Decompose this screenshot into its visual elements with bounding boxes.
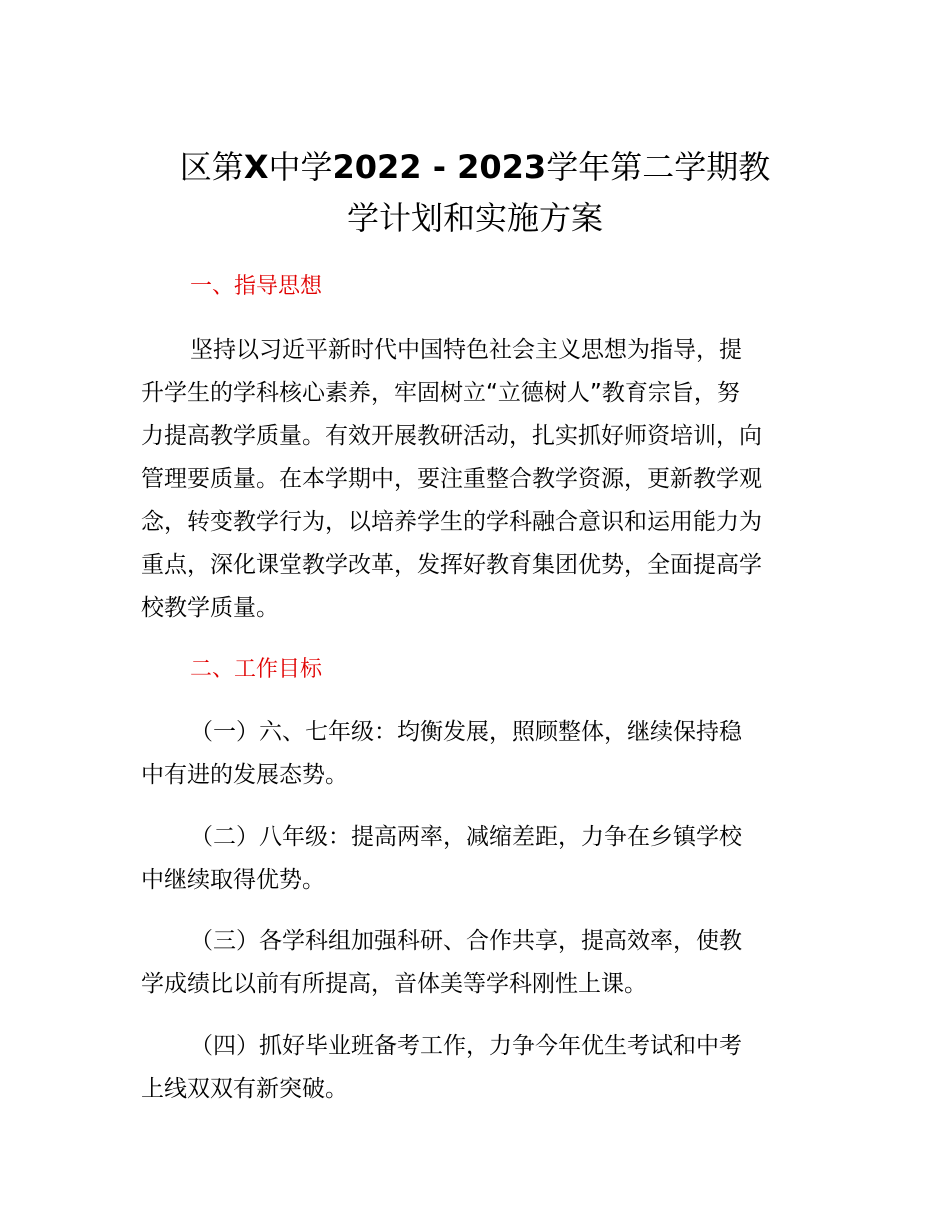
title-part: 学年第二学期教 xyxy=(546,148,771,186)
paragraph-line: 校教学质量。 xyxy=(141,595,279,621)
paragraph-line: 管理要质量。在本学期中，要注重整合教学资源，更新教学观 xyxy=(141,466,762,492)
section-heading: 一、指导思想 xyxy=(190,274,323,299)
list-item-line: 中继续取得优势。 xyxy=(141,867,325,893)
list-item-line: （一）六、七年级：均衡发展，照顾整体，继续保持稳 xyxy=(190,719,742,745)
title-part: 区第 xyxy=(179,148,244,186)
paragraph-line: 念，转变教学行为，以培养学生的学科融合意识和运用能力为 xyxy=(141,509,762,535)
list-item-line: （二）八年级：提高两率，减缩差距，力争在乡镇学校 xyxy=(190,824,742,850)
title-part: 中学 xyxy=(268,148,333,186)
paragraph-line: 升学生的学科核心素养，牢固树立“立德树人”教育宗旨，努 xyxy=(141,380,740,406)
list-item-line: （三）各学科组加强科研、合作共享，提高效率，使教 xyxy=(190,928,742,954)
title-year: 2022 - 2023 xyxy=(332,148,547,186)
page-title-line-2: 学计划和实施方案 xyxy=(346,199,603,237)
list-item-line: 学成绩比以前有所提高，音体美等学科刚性上课。 xyxy=(141,971,647,997)
list-item-line: （四）抓好毕业班备考工作，力争今年优生考试和中考 xyxy=(190,1033,742,1059)
page-title-line-1 xyxy=(0,147,950,187)
list-item-line: 中有进的发展态势。 xyxy=(141,762,348,788)
paragraph-line: 坚持以习近平新时代中国特色社会主义思想为指导，提 xyxy=(190,337,742,363)
list-item-line: 上线双双有新突破。 xyxy=(141,1076,348,1102)
paragraph-line: 重点，深化课堂教学改革，发挥好教育集团优势，全面提高学 xyxy=(141,552,762,578)
section-heading: 二、工作目标 xyxy=(190,657,323,682)
paragraph-line: 力提高教学质量。有效开展教研活动，扎实抓好师资培训，向 xyxy=(141,423,762,449)
title-part-bold: X xyxy=(243,148,269,186)
